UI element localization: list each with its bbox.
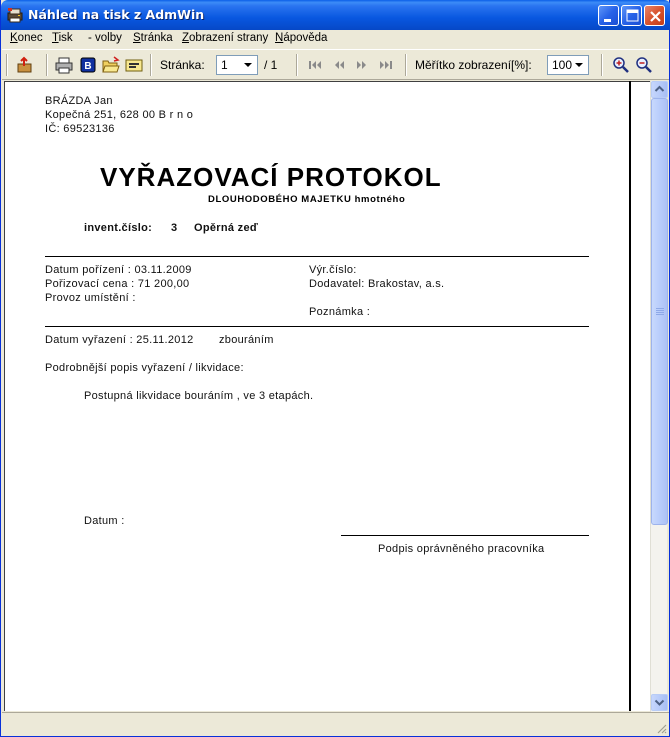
signature-line: [341, 535, 589, 536]
vertical-scrollbar[interactable]: [650, 81, 667, 712]
scroll-down-button[interactable]: [651, 694, 668, 711]
datum-vyrazeni: Datum vyřazení : 25.11.2012: [45, 334, 194, 346]
thumb-grip: [656, 312, 664, 313]
open-folder-icon[interactable]: [102, 56, 120, 74]
page-value: 1: [221, 58, 228, 72]
datum-label: Datum :: [84, 515, 125, 527]
zoom-label: Měřítko zobrazení[%]:: [415, 58, 532, 72]
zoom-out-icon[interactable]: [635, 56, 653, 74]
toolbar: [2, 49, 669, 80]
podpis-label: Podpis oprávněného pracovníka: [378, 543, 545, 555]
menu-label: tránka: [140, 32, 173, 44]
datum-porizeni: Datum pořízení : 03.11.2009: [45, 264, 192, 276]
minimize-button[interactable]: [598, 5, 619, 26]
zoom-value: 100: [552, 58, 573, 72]
status-bar: [2, 712, 669, 736]
zpusob-vyrazeni: zbouráním: [219, 334, 274, 346]
menu-accel: K: [10, 32, 18, 44]
scroll-thumb[interactable]: [651, 98, 668, 525]
menu-accel: N: [275, 32, 284, 44]
minimize-icon: [599, 6, 620, 27]
close-button[interactable]: [644, 5, 665, 26]
resize-grip-icon[interactable]: [655, 722, 667, 734]
menu-label: obrazení strany: [189, 32, 269, 44]
zoom-in-icon[interactable]: [612, 56, 630, 74]
document-title: VYŘAZOVACÍ PROTOKOL: [100, 162, 442, 192]
scroll-up-button[interactable]: [651, 81, 668, 98]
title-bar[interactable]: [1, 0, 670, 30]
provoz-umisteni: Provoz umístění :: [45, 292, 136, 304]
toolbar-separator: [601, 54, 603, 76]
chevron-up-icon: [652, 82, 667, 97]
poznamka: Poznámka :: [309, 306, 371, 318]
company-ic: IČ: 69523136: [45, 123, 115, 135]
menu-stranka[interactable]: [133, 32, 173, 44]
invent-label: invent.číslo:: [84, 222, 153, 234]
menu-konec[interactable]: [10, 32, 43, 44]
menu-tisk[interactable]: [52, 32, 73, 44]
printer-app-icon[interactable]: [7, 7, 23, 23]
window-title: Náhled na tisk z AdmWin: [28, 7, 205, 22]
thumb-grip: [656, 310, 664, 311]
toolbar-grip: [6, 54, 8, 76]
page-label: Stránka:: [160, 58, 205, 72]
company-name: BRÁZDA Jan: [45, 95, 113, 107]
menu-label: - volby: [88, 32, 122, 44]
vyr-cislo: Výr.číslo:: [309, 264, 357, 276]
invent-number: 3: [171, 222, 178, 234]
exit-icon[interactable]: [16, 56, 34, 74]
svg-text:B: B: [84, 61, 92, 72]
chevron-down-icon: [652, 695, 667, 710]
chevron-down-icon[interactable]: [240, 57, 256, 73]
company-address: Kopečná 251, 628 00 B r n o: [45, 109, 194, 121]
menu-accel: T: [52, 32, 59, 44]
page-edge: [629, 81, 631, 711]
close-icon: [645, 6, 666, 27]
maximize-icon: [622, 6, 643, 27]
menu-bar: [2, 30, 669, 49]
menu-volby[interactable]: [88, 32, 122, 44]
next-page-icon[interactable]: [353, 56, 371, 74]
chevron-down-icon[interactable]: [571, 57, 587, 73]
toolbar-separator: [405, 54, 407, 76]
divider: [45, 256, 589, 257]
zoom-select[interactable]: [547, 55, 589, 75]
page-select[interactable]: [216, 55, 258, 75]
print-icon[interactable]: [55, 56, 73, 74]
menu-accel: S: [133, 32, 141, 44]
dodavatel: Dodavatel: Brakostav, a.s.: [309, 278, 445, 290]
menu-zobrazeni-strany[interactable]: [182, 32, 268, 44]
menu-label: onec: [17, 32, 43, 44]
toolbar-separator: [296, 54, 298, 76]
popis-text: Postupná likvidace bouráním , ve 3 etapách.: [84, 390, 314, 402]
thumb-grip: [656, 314, 664, 315]
maximize-button[interactable]: [621, 5, 642, 26]
thumb-grip: [656, 308, 664, 309]
export-icon[interactable]: [125, 56, 143, 74]
divider: [45, 326, 589, 327]
last-page-icon[interactable]: [377, 56, 395, 74]
document-page: [5, 82, 629, 710]
menu-napoveda[interactable]: [275, 32, 327, 44]
popis-label: Podrobnější popis vyřazení / likvidace:: [45, 362, 244, 374]
previous-page-icon[interactable]: [330, 56, 348, 74]
toolbar-separator: [150, 54, 152, 76]
menu-label: isk: [58, 32, 73, 44]
porizovaci-cena: Pořizovací cena : 71 200,00: [45, 278, 190, 290]
toolbar-separator: [46, 54, 48, 76]
menu-label: ápověda: [283, 32, 328, 44]
menu-accel: Z: [182, 32, 190, 44]
document-subtitle: DLOUHODOBÉHO MAJETKU hmotného: [208, 194, 406, 205]
invent-name: Opěrná zeď: [194, 222, 259, 234]
first-page-icon[interactable]: [306, 56, 324, 74]
print-setup-icon[interactable]: [79, 56, 97, 74]
page-total: / 1: [264, 58, 278, 72]
